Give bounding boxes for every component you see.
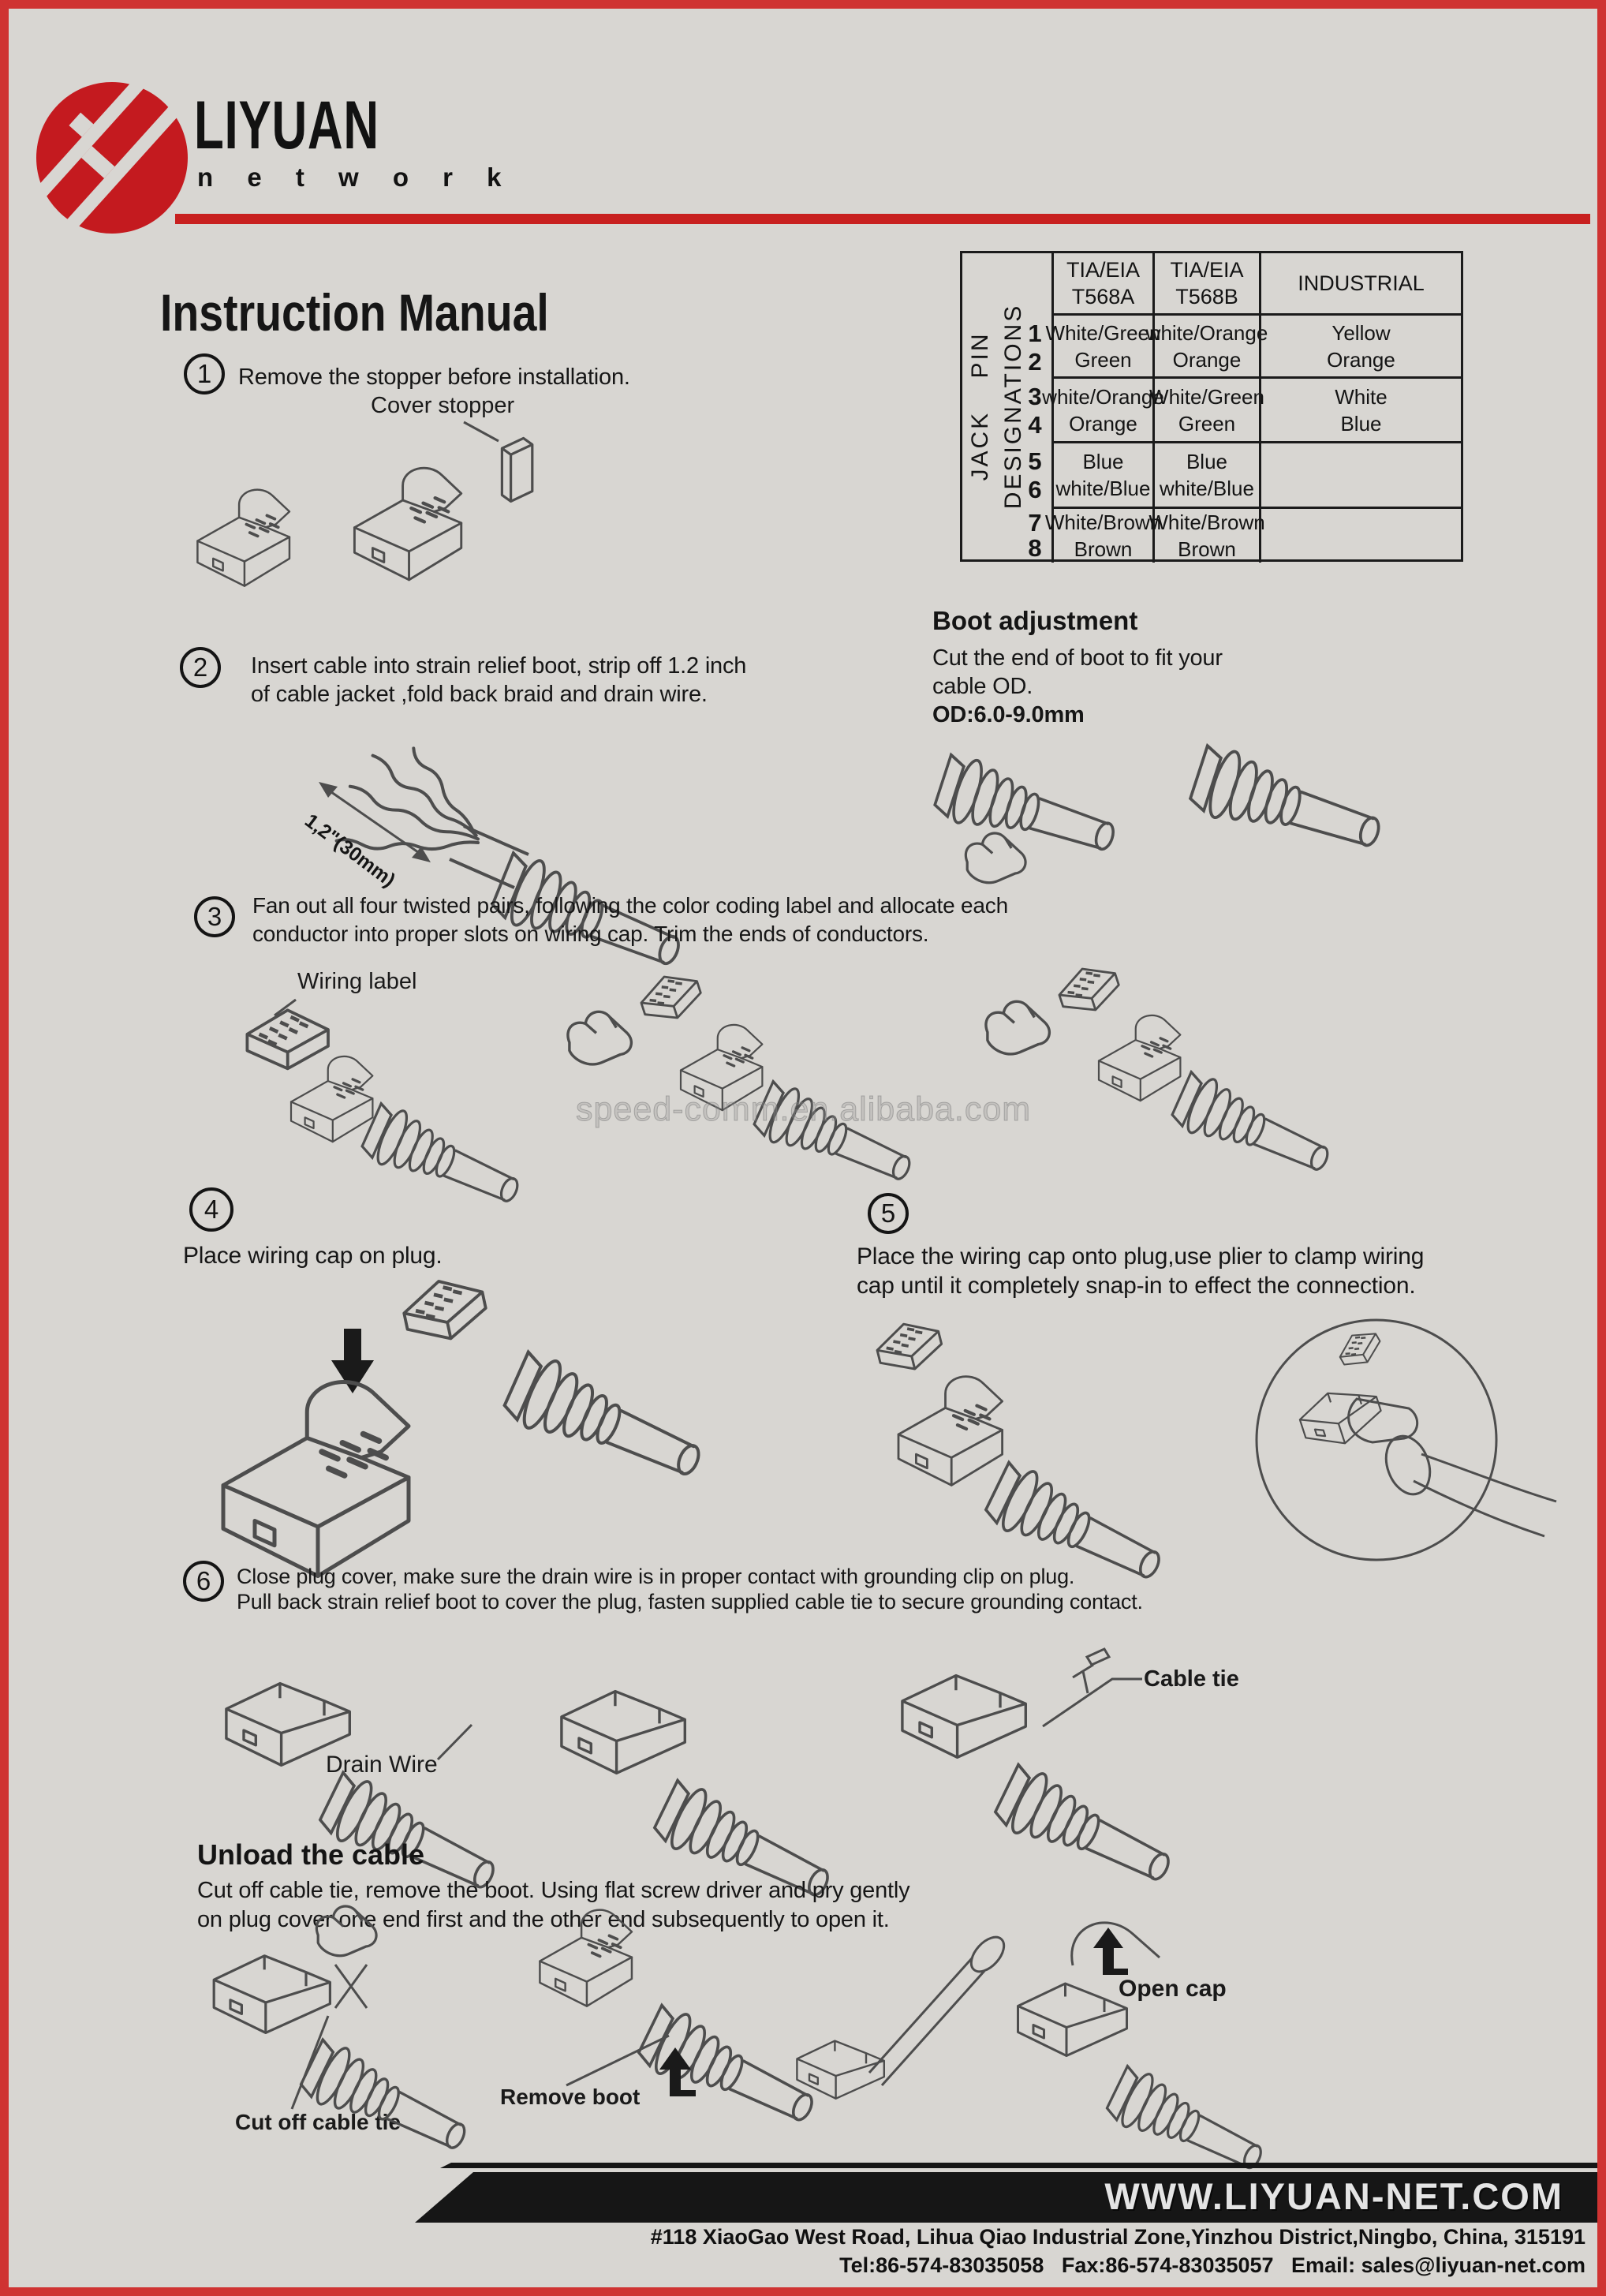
step-2-line1: Insert cable into strain relief boot, strip off 1.2 inch: [251, 653, 747, 679]
pin-number: 1: [1028, 320, 1042, 347]
pin-number: 6: [1028, 476, 1042, 503]
cell-line: White/Brown: [1148, 510, 1265, 534]
column-header-t568b: [1152, 253, 1259, 316]
unload-figure: [189, 1890, 1420, 2158]
boot-adjustment-title: Boot adjustment: [932, 606, 1138, 635]
unload-title: Unload the cable: [197, 1838, 425, 1871]
watermark: speed-comm.en.alibaba.com: [576, 1090, 1032, 1128]
cell-line: Blue: [1186, 450, 1228, 473]
cell-line: Blue: [1340, 411, 1382, 436]
website-url: WWW.LIYUAN-NET.COM: [1104, 2175, 1563, 2217]
table-cell: [1051, 443, 1152, 509]
liyuan-logo-icon: [30, 73, 200, 242]
cell-line: Blue: [1082, 450, 1124, 473]
step-2-line2: of cable jacket ,fold back braid and drain wire.: [251, 682, 708, 707]
header-line: TIA/EIA: [1066, 258, 1141, 282]
step-6-text: [237, 1564, 1143, 1614]
cell-line: Orange: [1172, 347, 1242, 372]
step-1-text: Remove the stopper before installation.: [238, 365, 630, 390]
cell-line: Brown: [1074, 537, 1133, 561]
table-cell: [1259, 379, 1461, 443]
pin-number: 7: [1028, 509, 1042, 537]
step-5-line2: cap until it completely snap-in to effect the connection.: [857, 1273, 1416, 1299]
table-cell: [1045, 316, 1161, 379]
cell-line: Green: [1178, 411, 1236, 436]
cell-line: White: [1335, 384, 1388, 409]
side-label-line1: JACK PIN: [967, 331, 993, 481]
table-side-header: [962, 253, 1051, 562]
jack-pin-designations-table: [960, 251, 1463, 562]
table-cell: [1259, 509, 1461, 563]
step-5-text: [857, 1242, 1424, 1300]
table-cell: [1149, 379, 1264, 443]
step-6-figure: [205, 1632, 1404, 1868]
step-6-line2: Pull back strain relief boot to cover the plug, fasten supplied cable tie to secure grounding contact.: [237, 1590, 1143, 1614]
page-title: Instruction Manual: [160, 283, 549, 342]
column-header-industrial: [1259, 253, 1461, 316]
boot-adjustment-figure: [931, 714, 1451, 899]
cable-tie-label: Cable tie: [1144, 1666, 1239, 1692]
table-grid: [1042, 253, 1461, 561]
company-address: #118 XiaoGao West Road, Lihua Qiao Industrial Zone,Yinzhou District,Ningbo, China, 315191: [650, 2225, 1585, 2249]
step-1-number: 1: [184, 353, 225, 395]
cell-line: White/Green: [1149, 384, 1264, 409]
table-cell: [1259, 443, 1461, 509]
brand-subtitle: n e t w o r k: [197, 163, 515, 192]
remove-boot-label: Remove boot: [500, 2085, 641, 2109]
step-3-line1: Fan out all four twisted pairs, following the color coding label and allocate each: [252, 893, 1008, 918]
header-line: T568B: [1175, 285, 1238, 309]
step-3-line2: conductor into proper slots on wiring cap. Trim the ends of conductors.: [252, 922, 929, 946]
cell-line: White/Brown: [1044, 510, 1162, 534]
cell-line: white/Blue: [1160, 477, 1254, 500]
table-cell: [1148, 509, 1265, 563]
pin-number: 8: [1028, 534, 1042, 562]
pin-number: 4: [1028, 411, 1042, 439]
step-4-figure: [189, 1272, 734, 1576]
step-2-text: [251, 652, 746, 709]
cell-line: Orange: [1069, 411, 1137, 436]
header-rule: [175, 214, 1590, 224]
header-line: TIA/EIA: [1170, 258, 1244, 282]
step-4-text: Place wiring cap on plug.: [183, 1243, 443, 1269]
cell-line: white/Orange: [1145, 320, 1268, 345]
header-line: T568A: [1071, 285, 1135, 309]
side-label-line2: DESIGNATIONS: [1000, 303, 1026, 510]
step-5-figure: [852, 1298, 1562, 1586]
pin-number: 3: [1028, 383, 1042, 410]
column-header-t568a: [1051, 253, 1152, 316]
table-cell: [1152, 443, 1259, 509]
cell-line: white/Orange: [1042, 384, 1164, 409]
cell-line: Green: [1074, 347, 1132, 372]
pin-number: 5: [1028, 447, 1042, 475]
step-1-figure: [181, 398, 718, 611]
open-cap-label: Open cap: [1119, 1976, 1227, 2002]
unload-line2: on plug cover one end first and the other end subsequently to open it.: [197, 1907, 890, 1932]
step-3-figure: [229, 967, 1380, 1176]
step-5-line1: Place the wiring cap onto plug,use plier to clamp wiring: [857, 1243, 1425, 1270]
step-3-text: [252, 892, 1008, 948]
brand-name: LIYUAN: [194, 88, 379, 163]
table-cell: [1042, 379, 1164, 443]
cover-stopper-label: Cover stopper: [371, 393, 515, 418]
wiring-label-annotation: Wiring label: [297, 969, 417, 994]
cell-line: Brown: [1178, 537, 1236, 561]
cell-line: Yellow: [1331, 320, 1391, 345]
cell-line: Orange: [1327, 347, 1395, 372]
boot-adjustment-od: OD:6.0-9.0mm: [932, 702, 1085, 727]
company-contact: Tel:86-574-83035058 Fax:86-574-83035057 Email: sales@liyuan-net.com: [839, 2253, 1585, 2277]
cell-line: white/Blue: [1055, 477, 1151, 500]
step-2-number: 2: [180, 647, 221, 688]
drain-wire-label: Drain Wire: [326, 1752, 438, 1778]
table-cell: [1145, 316, 1268, 379]
strip-length-dimension: 1,2"(30mm): [301, 810, 400, 892]
table-cell: [1259, 316, 1461, 379]
header-line: INDUSTRIAL: [1298, 271, 1425, 295]
cell-line: White/Green: [1045, 320, 1161, 345]
step-5-number: 5: [868, 1193, 909, 1234]
step-6-line1: Close plug cover, make sure the drain wire is in proper contact with grounding clip on plug.: [237, 1565, 1075, 1588]
table-cell: [1044, 509, 1162, 563]
boot-adjustment-line2: cable OD.: [932, 674, 1033, 699]
cut-off-cable-tie-label: Cut off cable tie: [235, 2110, 402, 2134]
step-6-number: 6: [183, 1561, 224, 1602]
boot-adjustment-line1: Cut the end of boot to fit your: [932, 645, 1223, 671]
pin-number: 2: [1028, 348, 1042, 376]
step-3-number: 3: [194, 896, 235, 937]
unload-line1: Cut off cable tie, remove the boot. Using flat screw driver and pry gently: [197, 1878, 910, 1903]
table-side-label: [962, 262, 1032, 551]
step-4-number: 4: [189, 1187, 233, 1232]
